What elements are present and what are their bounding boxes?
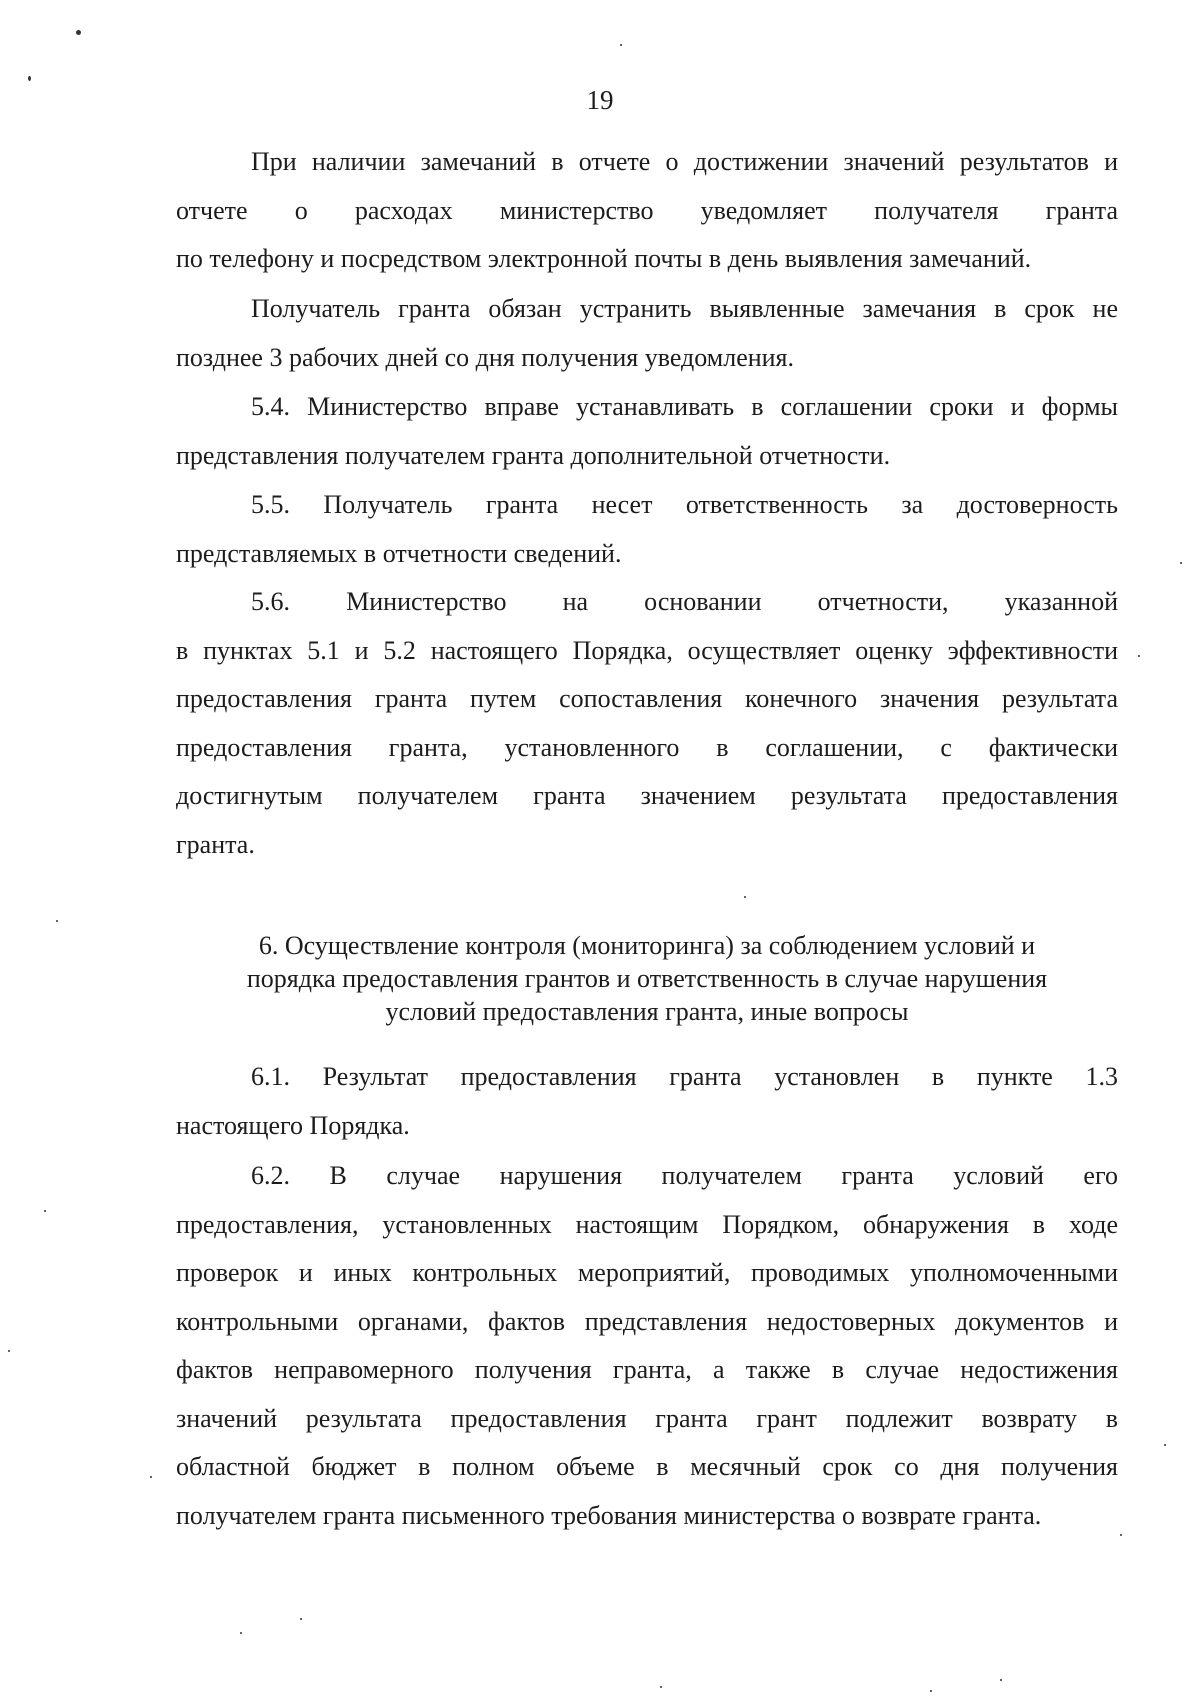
scan-speck <box>1120 1534 1122 1536</box>
heading-line: 6. Осуществление контроля (мониторинга) за соблюдением условий и <box>258 931 1036 960</box>
paragraph-5-6 <box>176 578 1118 869</box>
scan-speck <box>76 30 81 35</box>
scan-speck <box>56 920 58 922</box>
paragraph-6-2 <box>176 1152 1118 1540</box>
paragraph-line: позднее 3 рабочих дней со дня получения уведомления. <box>176 342 795 372</box>
paragraph-line: 5.4. Министерство вправе устанавливать в соглашении сроки и формы <box>251 392 1118 421</box>
scan-speck <box>620 44 622 46</box>
heading-line: условий предоставления гранта, иные вопросы <box>385 997 909 1026</box>
paragraph-line: 6.2. В случае нарушения получателем гранта условий его <box>251 1161 1118 1190</box>
scan-speck <box>300 1618 302 1620</box>
scan-speck <box>1138 655 1140 657</box>
paragraph-5-4 <box>176 383 1118 480</box>
paragraph-line: настоящего Порядка. <box>176 1110 410 1140</box>
paragraph-line: предоставления гранта путем сопоставления конечного значения результата <box>176 684 1118 713</box>
paragraph-line: контрольными органами, фактов представления недостоверных документов и <box>176 1306 1118 1336</box>
paragraph-line: Получатель гранта обязан устранить выявленные замечания в срок не <box>251 294 1118 323</box>
paragraph-line: предоставления гранта, установленного в соглашении, с фактически <box>176 732 1118 762</box>
scan-speck <box>240 1632 242 1634</box>
paragraph-line: достигнутым получателем гранта значением результата предоставления <box>176 781 1118 810</box>
paragraph-line: в пунктах 5.1 и 5.2 настоящего Порядка, осуществляет оценку эффективности <box>176 635 1118 665</box>
paragraph-line: 5.6. Министерство на основании отчетности, указанной <box>251 587 1118 616</box>
paragraph-line: 5.5. Получатель гранта несет ответственность за достоверность <box>251 490 1118 519</box>
paragraph-line: получателем гранта письменного требования министерства о возврате гранта. <box>176 1500 1042 1530</box>
paragraph-line: 6.1. Результат предоставления гранта установлен в пункте 1.3 <box>251 1062 1118 1091</box>
section-heading <box>176 929 1118 1028</box>
scan-speck <box>1180 562 1182 564</box>
paragraph-line: При наличии замечаний в отчете о достижении значений результатов и <box>251 147 1118 176</box>
scan-speck <box>744 896 746 898</box>
scan-speck <box>1000 1679 1002 1681</box>
paragraph-remarks-notification <box>176 138 1118 284</box>
paragraph-6-1 <box>176 1053 1118 1150</box>
paragraph-line: фактов неправомерного получения гранта, а также в случае недостижения <box>176 1355 1118 1384</box>
paragraph-line: значений результата предоставления гранта грант подлежит возврату в <box>176 1403 1118 1433</box>
heading-line: порядка предоставления грантов и ответственность в случае нарушения <box>246 964 1048 993</box>
scan-speck <box>44 1210 46 1212</box>
paragraph-line: отчете о расходах министерство уведомляет получателя гранта <box>176 195 1118 225</box>
scan-speck <box>1164 1444 1166 1446</box>
scan-speck <box>8 1350 10 1352</box>
paragraph-line: представления получателем гранта дополнительной отчетности. <box>176 440 891 470</box>
scan-speck <box>660 1686 662 1688</box>
paragraph-remarks-deadline <box>176 285 1118 382</box>
paragraph-line: по телефону и посредством электронной почты в день выявления замечаний. <box>176 244 1032 273</box>
page-number: 19 <box>586 85 614 115</box>
paragraph-5-5 <box>176 481 1118 578</box>
paragraph-line: проверок и иных контрольных мероприятий, проводимых уполномоченными <box>176 1258 1118 1287</box>
paragraph-line: предоставления, установленных настоящим Порядком, обнаружения в ходе <box>176 1209 1118 1239</box>
paragraph-line: областной бюджет в полном объеме в месячный срок со дня получения <box>176 1452 1118 1481</box>
scan-speck <box>150 1476 152 1478</box>
scan-speck <box>28 76 31 81</box>
paragraph-line: представляемых в отчетности сведений. <box>176 538 622 568</box>
scan-speck <box>930 1690 932 1692</box>
paragraph-line: гранта. <box>176 829 255 859</box>
